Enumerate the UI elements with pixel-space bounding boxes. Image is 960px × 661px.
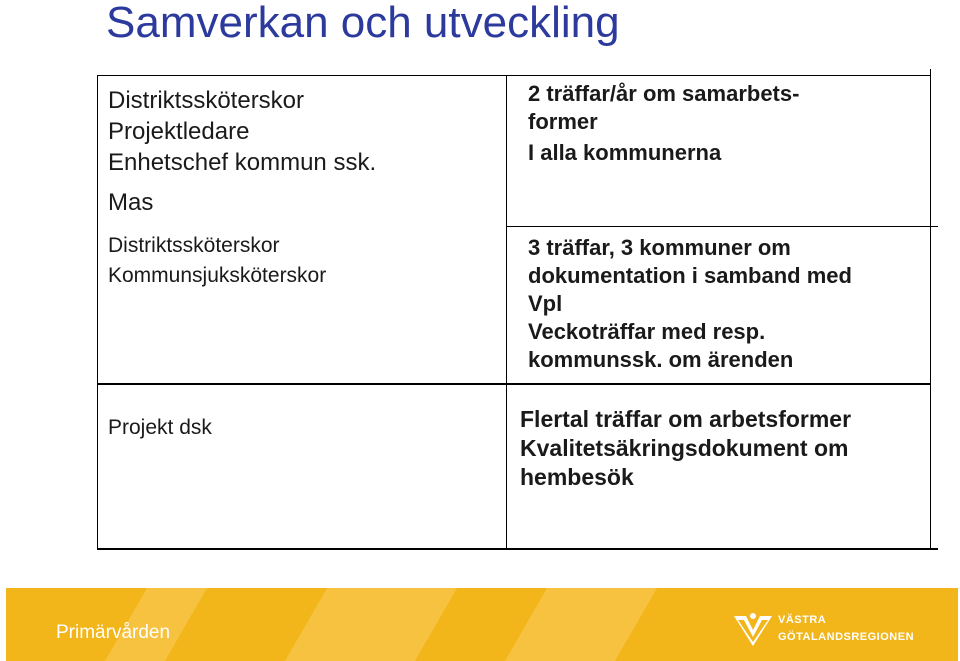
cell-r1-left [108, 89, 376, 215]
cell-line: dokumentation i samband med [528, 263, 852, 288]
cell-line: Projektledare [108, 118, 250, 145]
table-bottom-border [97, 548, 938, 550]
footer-label: Primärvården [56, 622, 171, 643]
cell-r2-right [528, 234, 852, 374]
footer-stripe [285, 588, 457, 661]
table-column-divider [506, 75, 507, 550]
cell-line: Projekt dsk [108, 416, 212, 439]
slide-title: Samverkan och utveckling [106, 0, 620, 47]
vastra-gotalandsregionen-logo-icon [732, 610, 774, 650]
cell-r2-left [108, 235, 326, 286]
table-top-border [97, 75, 930, 76]
row-divider-1 [506, 226, 938, 227]
cell-line: former [528, 109, 598, 134]
logo-text-line: GÖTALANDSREGIONEN [778, 631, 915, 643]
cell-line: Vpl [528, 291, 563, 316]
cell-line: Distriktssköterskor [108, 87, 305, 114]
cell-line: Mas [108, 189, 154, 216]
cell-line: Flertal träffar om arbetsformer [520, 406, 852, 432]
logo-text [778, 612, 914, 646]
table-left-border [97, 75, 98, 549]
cell-line: hembesök [520, 464, 634, 490]
cell-r1-right [528, 80, 799, 167]
cell-line: Kommunsjuksköterskor [108, 264, 327, 287]
table-right-border [930, 69, 931, 549]
logo-text-line: VÄSTRA [778, 614, 827, 626]
cell-line: I alla kommunerna [528, 140, 722, 165]
footer-bar [6, 588, 958, 661]
cell-line: Kvalitetsäkringsdokument om [520, 435, 849, 461]
cell-line: 2 träffar/år om samarbets- [528, 81, 800, 106]
cell-line: Enhetschef kommun ssk. [108, 149, 377, 176]
row-divider-2 [97, 383, 930, 385]
cell-line: 3 träffar, 3 kommuner om [528, 235, 791, 260]
cell-line: kommunssk. om ärenden [528, 347, 794, 372]
vastra-gotalandsregionen-logo [732, 610, 922, 654]
cell-r3-right [520, 405, 851, 492]
cell-line: Veckoträffar med resp. [528, 319, 766, 344]
cell-line: Distriktssköterskor [108, 234, 280, 257]
cell-r3-left [108, 417, 212, 438]
footer-stripe [505, 588, 657, 661]
